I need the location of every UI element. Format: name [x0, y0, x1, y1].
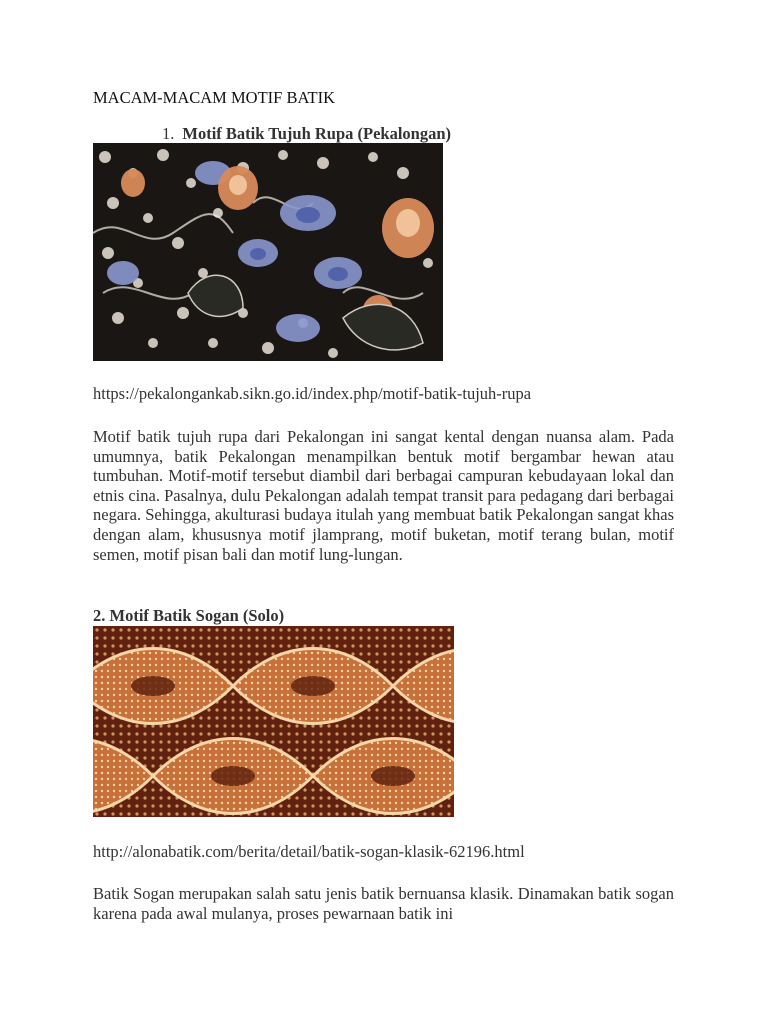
section-2-paragraph-text: Batik Sogan merupakan salah satu jenis batik bernuansa klasik. Dinamakan batik sogan karena pada awal mulanya, proses pewarnaan batik ini [93, 884, 674, 923]
section-2-paragraph [93, 884, 674, 923]
section-1-url[interactable]: https://pekalongankab.sikn.go.id/index.php/motif-batik-tujuh-rupa [93, 384, 532, 403]
section-2-heading: 2. Motif Batik Sogan (Solo) [93, 606, 285, 625]
batik-tujuh-rupa-image [93, 143, 443, 361]
batik-sogan-image [93, 626, 454, 817]
section-1-heading [162, 124, 451, 144]
section-1-heading-text: Motif Batik Tujuh Rupa (Pekalongan) [182, 124, 452, 143]
section-1-paragraph: Motif batik tujuh rupa dari Pekalongan ini sangat kental dengan nuansa alam. Pada umumnya, batik Pekalongan menampilkan bentuk motif bergambar hewan atau tumbuhan. Motif-motif tersebut diambil dari berbagai campuran kebudayaan lokal dan etnis cina. Pasalnya, dulu Pekalongan adalah tempat transit para pedagang dari berbagai negara. Sehingga, akulturasi budaya itulah yang membuat batik Pekalongan sangat khas dengan alam, khususnya motif jlamprang, motif buketan, motif terang bulan, motif semen, motif pisan bali dan motif lung-lungan. [93, 427, 675, 564]
section-2-url[interactable]: http://alonabatik.com/berita/detail/batik-sogan-klasik-62196.html [93, 842, 525, 861]
document-title: MACAM-MACAM MOTIF BATIK [93, 88, 336, 107]
section-1-number: 1. [162, 124, 175, 143]
